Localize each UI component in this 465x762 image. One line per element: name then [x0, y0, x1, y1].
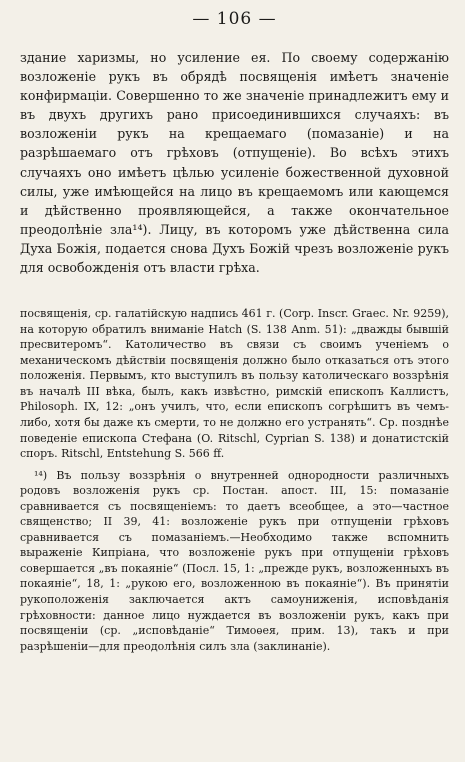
main-paragraph: здание харизмы, но усиление ея. По своему содержанію возложеніе рукъ въ обрядѣ посвященія имѣетъ значеніе конфирмаціи. Совершенно то же значеніе принадлежитъ ему и въ двухъ другихъ рано присоединившихся случаяхъ: въ возложеніи рукъ на крещаемаго (помазаніе) и на разрѣшаемаго отъ грѣховъ (отпущеніе). Во всѣхъ этихъ случаяхъ оно имѣетъ цѣлью усиленіе божественной духовной силы, уже имѣющейся на лицо въ крещаемомъ или кающемся и дѣйственно проявляющейся, а также окончательное преодолѣніе зла¹⁴). Лицу, въ которомъ уже дѣйственна сила Духа Божія, подается снова Духъ Божій чрезъ возложеніе рукъ для освобожденія отъ власти грѣха. [20, 50, 449, 276]
page-number: — 106 — [192, 9, 277, 29]
footnote-divider [20, 297, 449, 298]
footnote-continued: посвященія, ср. галатійскую надпись 461 г. (Corp. Inscr. Graec. Nr. 9259), на которую обратилъ вниманіе Hatch (S. 138 Anm. 51): „дважды бывшій пресвитеромъ“. Католичество въ связи съ своимъ ученіемъ о механическомъ дѣйствіи посвященія должно было отказаться отъ этого положенія. Первымъ, кто выступилъ въ пользу католическаго воззрѣнія въ началѣ III вѣка, былъ, какъ извѣстно, римскій епископъ Каллистъ, Philosoph. IX, 12: „онъ училъ, что, если епископъ согрѣшитъ въ чемъ-либо, хотя бы даже къ смерти, то не должно его устранять“. Ср. позднѣе поведеніе епископа Стефана (O. Ritschl, Cyprian S. 138) и донатистскій споръ. Ritschl, Entstehung S. 566 ff. [20, 307, 449, 461]
footnote-14: ¹⁴) Въ пользу воззрѣнія о внутренней однородности различныхъ родовъ возложенія рукъ ср. Постан. апост. III, 15: помазаніе сравнивается съ посвященіемъ: то даетъ всеобщее, а это—частное священство; II 39, 41: возложеніе рукъ при отпущеніи грѣховъ сравнивается съ помазаніемъ.—Необходимо также вспомнить выраженіе Кипріана, что возложеніе рукъ при отпущеніи грѣховъ совершается „въ покаяніе“ (Посл. 15, 1: „прежде рукъ, возложенныхъ въ покаяніе“, 18, 1: „рукою его, возложенною въ покаяніе“). Въ принятіи рукоположенія заключается актъ самоуниженія, исповѣданія грѣховности: данное лицо нуждается въ возложеніи рукъ, какъ при посвященіи (ср. „исповѣданіе“ Тимоѳея, прим. 13), такъ и при разрѣшеніи—для преодолѣнія силъ зла (заклинаніе). [20, 468, 449, 653]
